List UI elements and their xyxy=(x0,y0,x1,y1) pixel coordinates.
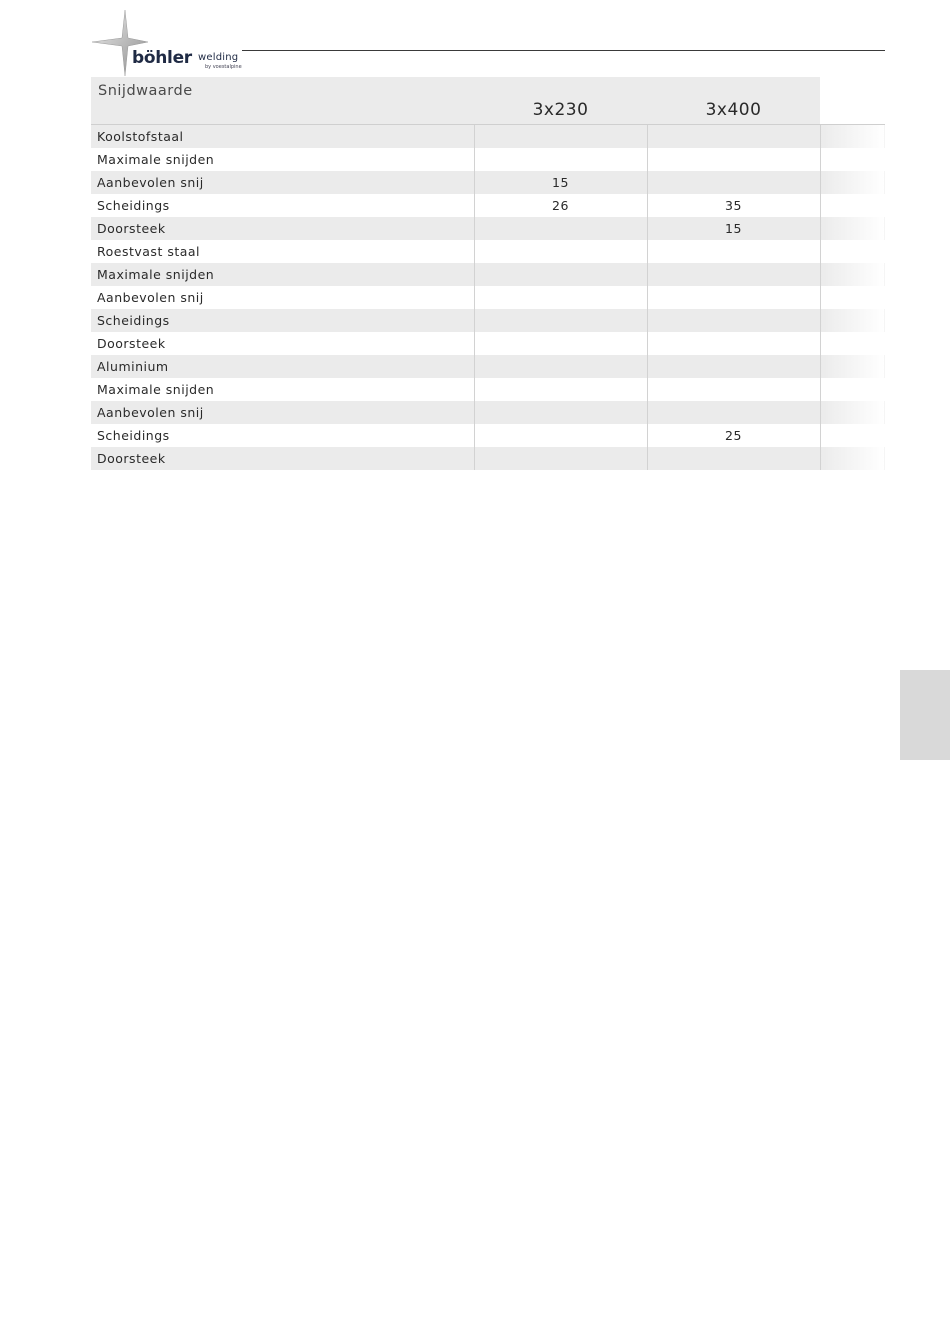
cell-empty xyxy=(820,424,885,447)
cell-empty xyxy=(820,286,885,309)
cell-3x400 xyxy=(647,355,820,378)
cell-empty xyxy=(820,355,885,378)
cell-3x230 xyxy=(474,332,647,355)
table-row xyxy=(91,447,885,470)
table-row xyxy=(91,194,885,217)
cell-empty xyxy=(820,217,885,240)
cell-empty xyxy=(820,240,885,263)
table-row xyxy=(91,263,885,286)
table-row xyxy=(91,217,885,240)
bohler-logo xyxy=(90,8,245,78)
cell-empty xyxy=(820,263,885,286)
cell-3x230: 26 xyxy=(474,194,647,217)
table-row xyxy=(91,309,885,332)
cell-3x230: 15 xyxy=(474,171,647,194)
cell-3x400 xyxy=(647,309,820,332)
row-label: Aanbevolen snij xyxy=(91,171,474,194)
column-label: 3x230 xyxy=(532,100,589,120)
side-tab-marker xyxy=(900,670,950,760)
cell-empty xyxy=(820,194,885,217)
row-label: Scheidings xyxy=(91,309,474,332)
cell-empty xyxy=(820,332,885,355)
row-label: Maximale snijden xyxy=(91,378,474,401)
cell-empty xyxy=(820,125,885,149)
cell-3x400: 25 xyxy=(647,424,820,447)
cell-empty xyxy=(820,447,885,470)
cell-3x230 xyxy=(474,401,647,424)
column-header-empty xyxy=(820,77,885,125)
header-rule xyxy=(242,50,885,51)
table-row xyxy=(91,332,885,355)
cell-3x230 xyxy=(474,286,647,309)
cell-3x400 xyxy=(647,447,820,470)
cell-3x230 xyxy=(474,125,647,149)
table-row xyxy=(91,286,885,309)
cell-3x400 xyxy=(647,148,820,171)
cell-empty xyxy=(820,401,885,424)
column-label: 3x400 xyxy=(705,100,762,120)
cell-3x400 xyxy=(647,263,820,286)
cell-3x400 xyxy=(647,378,820,401)
row-label: Doorsteek xyxy=(91,217,474,240)
cell-empty xyxy=(820,378,885,401)
cell-3x400 xyxy=(647,125,820,149)
table-header-row xyxy=(91,77,885,125)
row-label: Aanbevolen snij xyxy=(91,286,474,309)
header-title-cell xyxy=(91,77,474,125)
cell-3x400 xyxy=(647,171,820,194)
column-header-3x400 xyxy=(647,77,820,125)
row-label: Scheidings xyxy=(91,424,474,447)
row-label: Maximale snijden xyxy=(91,263,474,286)
cell-3x230 xyxy=(474,217,647,240)
table-row xyxy=(91,171,885,194)
brand-tagline: by voestalpine xyxy=(205,64,242,70)
cell-empty xyxy=(820,309,885,332)
cell-3x230 xyxy=(474,355,647,378)
table-row xyxy=(91,148,885,171)
table-row xyxy=(91,401,885,424)
table-row xyxy=(91,424,885,447)
row-label: Doorsteek xyxy=(91,447,474,470)
cell-3x230 xyxy=(474,447,647,470)
row-label: Aluminium xyxy=(91,355,474,378)
cell-3x400: 35 xyxy=(647,194,820,217)
row-label: Roestvast staal xyxy=(91,240,474,263)
table-row xyxy=(91,240,885,263)
cell-empty xyxy=(820,148,885,171)
column-header-3x230 xyxy=(474,77,647,125)
cell-3x400 xyxy=(647,240,820,263)
table-row xyxy=(91,125,885,149)
row-label: Scheidings xyxy=(91,194,474,217)
cell-3x230 xyxy=(474,378,647,401)
row-label: Koolstofstaal xyxy=(91,125,474,149)
row-label: Maximale snijden xyxy=(91,148,474,171)
cell-3x230 xyxy=(474,424,647,447)
table-title: Snijdwaarde xyxy=(98,83,193,99)
cutting-values-table xyxy=(91,77,885,470)
cell-3x230 xyxy=(474,309,647,332)
cell-empty xyxy=(820,171,885,194)
cell-3x400 xyxy=(647,401,820,424)
cell-3x400 xyxy=(647,332,820,355)
row-label: Aanbevolen snij xyxy=(91,401,474,424)
cell-3x400 xyxy=(647,286,820,309)
cell-3x230 xyxy=(474,240,647,263)
brand-suffix: welding xyxy=(198,52,239,63)
table-row xyxy=(91,355,885,378)
cell-3x230 xyxy=(474,263,647,286)
cell-3x400: 15 xyxy=(647,217,820,240)
brand-name: böhler xyxy=(132,48,192,68)
cell-3x230 xyxy=(474,148,647,171)
row-label: Doorsteek xyxy=(91,332,474,355)
table-row xyxy=(91,378,885,401)
